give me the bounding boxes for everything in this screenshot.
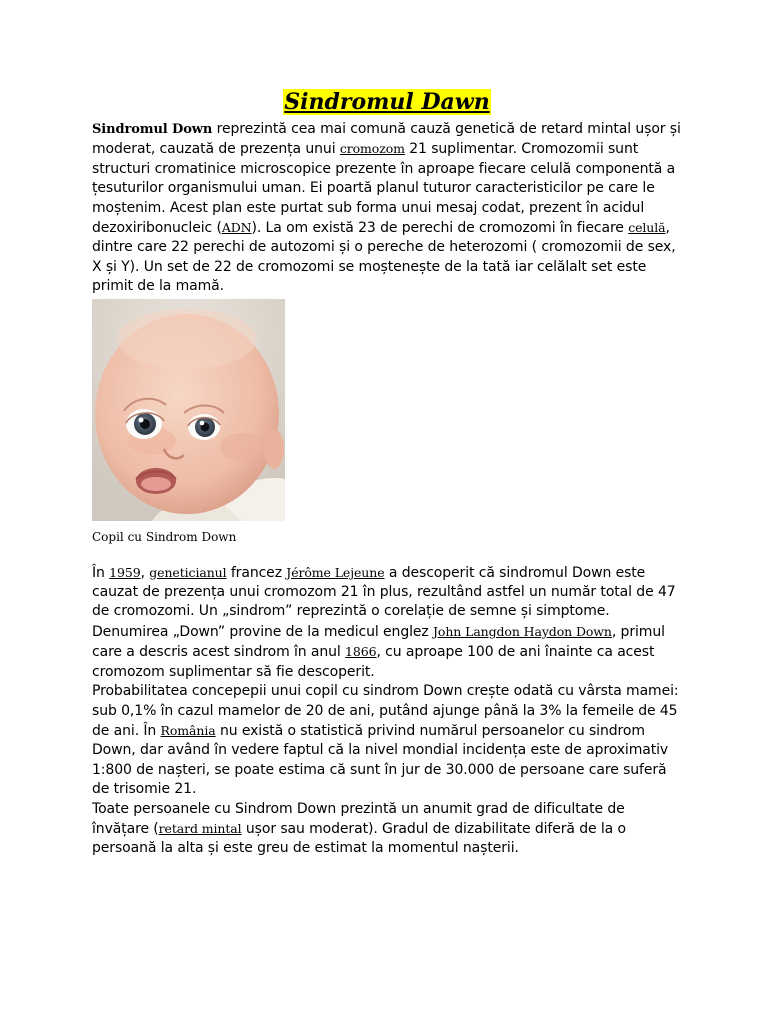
intro-text-4: , dintre care 22 perechi de autozomi și o pereche de heterozomi ( cromozomii de sex, X și Y). Un set de 22 de cromozomi se moștenește de la tată iar celălalt set este primit de la mamă. (92, 220, 676, 295)
intro-text-2: 21 suplimentar. Cromozomii sunt structuri cromatinice microscopice prezente în aproape fiecare celulă componentă a țesuturilor organismului uman. Ei poartă planul tuturor caracteristicilor pe care le moștenim. Acest plan este purtat sub forma unui mesaj codat, prezent în acidul dezoxiribonucleic ( (92, 141, 676, 237)
paragraph-intro (92, 120, 682, 297)
history-text-2: francez (226, 564, 287, 581)
document-page (92, 88, 682, 859)
history-text-3: a descoperit că sindromul Down este cauzat de prezența unui cromozom 21 în plus, rezultând astfel un număr total de 47 de cromozomi. Un „sindrom” reprezintă o corelație de semne și simptome. Denumirea „Down” provine de la medicul englez (92, 564, 676, 640)
history-text-4: , primul care a descris acest sindrom în anul (92, 623, 665, 661)
disability-text-2: ușor sau moderat). Gradul de dizabilitate diferă de la o persoană la alta și este greu de estimat la momentul nașterii. (92, 820, 626, 857)
probability-text-1: Probabilitatea concepерii unui copil cu sindrom Down crește odată cu vârsta mamei: sub 0,1% în cazul mamelor de 20 de ani, putând ajunge până la 3% la femeile de 45 de ani. În (92, 683, 679, 739)
paragraph-disability (92, 800, 682, 859)
title-wrap (92, 88, 682, 116)
intro-text-1: reprezintă cea mai comună cauză genetică de retard mintal ușor și moderat, cauzată de prezența unui (92, 121, 681, 158)
paragraph-probability (92, 682, 682, 799)
link-lejeune[interactable]: Jérôme Lejeune (286, 564, 385, 580)
link-cromozom[interactable]: cromozom (339, 141, 405, 157)
link-1959[interactable]: 1959 (109, 564, 141, 580)
image-caption: Copil cu Sindrom Down (92, 529, 237, 544)
link-celula[interactable]: celulă (628, 220, 666, 236)
link-geneticianul[interactable]: geneticianul (149, 564, 227, 580)
intro-text-3: ). La om există 23 de perechi de cromozomi în fiecare (251, 220, 629, 237)
probability-text-2: nu există o statistică privind numărul persoanelor cu sindrom Down, dar având în vedere faptul că la nivel mondial incidența este de aproximativ 1:800 de nașteri, se poate estima că sunt în jur de 30.000 de persoane care suferă de trisomie 21. (92, 722, 669, 798)
intro-lead: Sindromul Down (92, 122, 213, 137)
link-adn[interactable]: ADN (221, 220, 252, 236)
paragraph-history (92, 563, 682, 682)
history-text-1: , (140, 564, 150, 581)
disability-text-1: Toate persoanele cu Sindrom Down prezintă un anumit grad de dificultate de învățare ( (92, 800, 625, 837)
history-text-5: , cu aproape 100 de ani înainte ca acest cromozom suplimentar să fie descoperit. (92, 644, 655, 680)
link-down[interactable]: John Langdon Haydon Down (433, 623, 612, 639)
link-retard-mintal[interactable]: retard mintal (158, 820, 242, 836)
baby-photo-icon (92, 299, 285, 521)
history-text-0: În (92, 564, 110, 581)
page-title: Sindromul Dawn (284, 89, 490, 115)
link-1866[interactable]: 1866 (345, 644, 377, 660)
link-romania[interactable]: România (160, 722, 216, 738)
